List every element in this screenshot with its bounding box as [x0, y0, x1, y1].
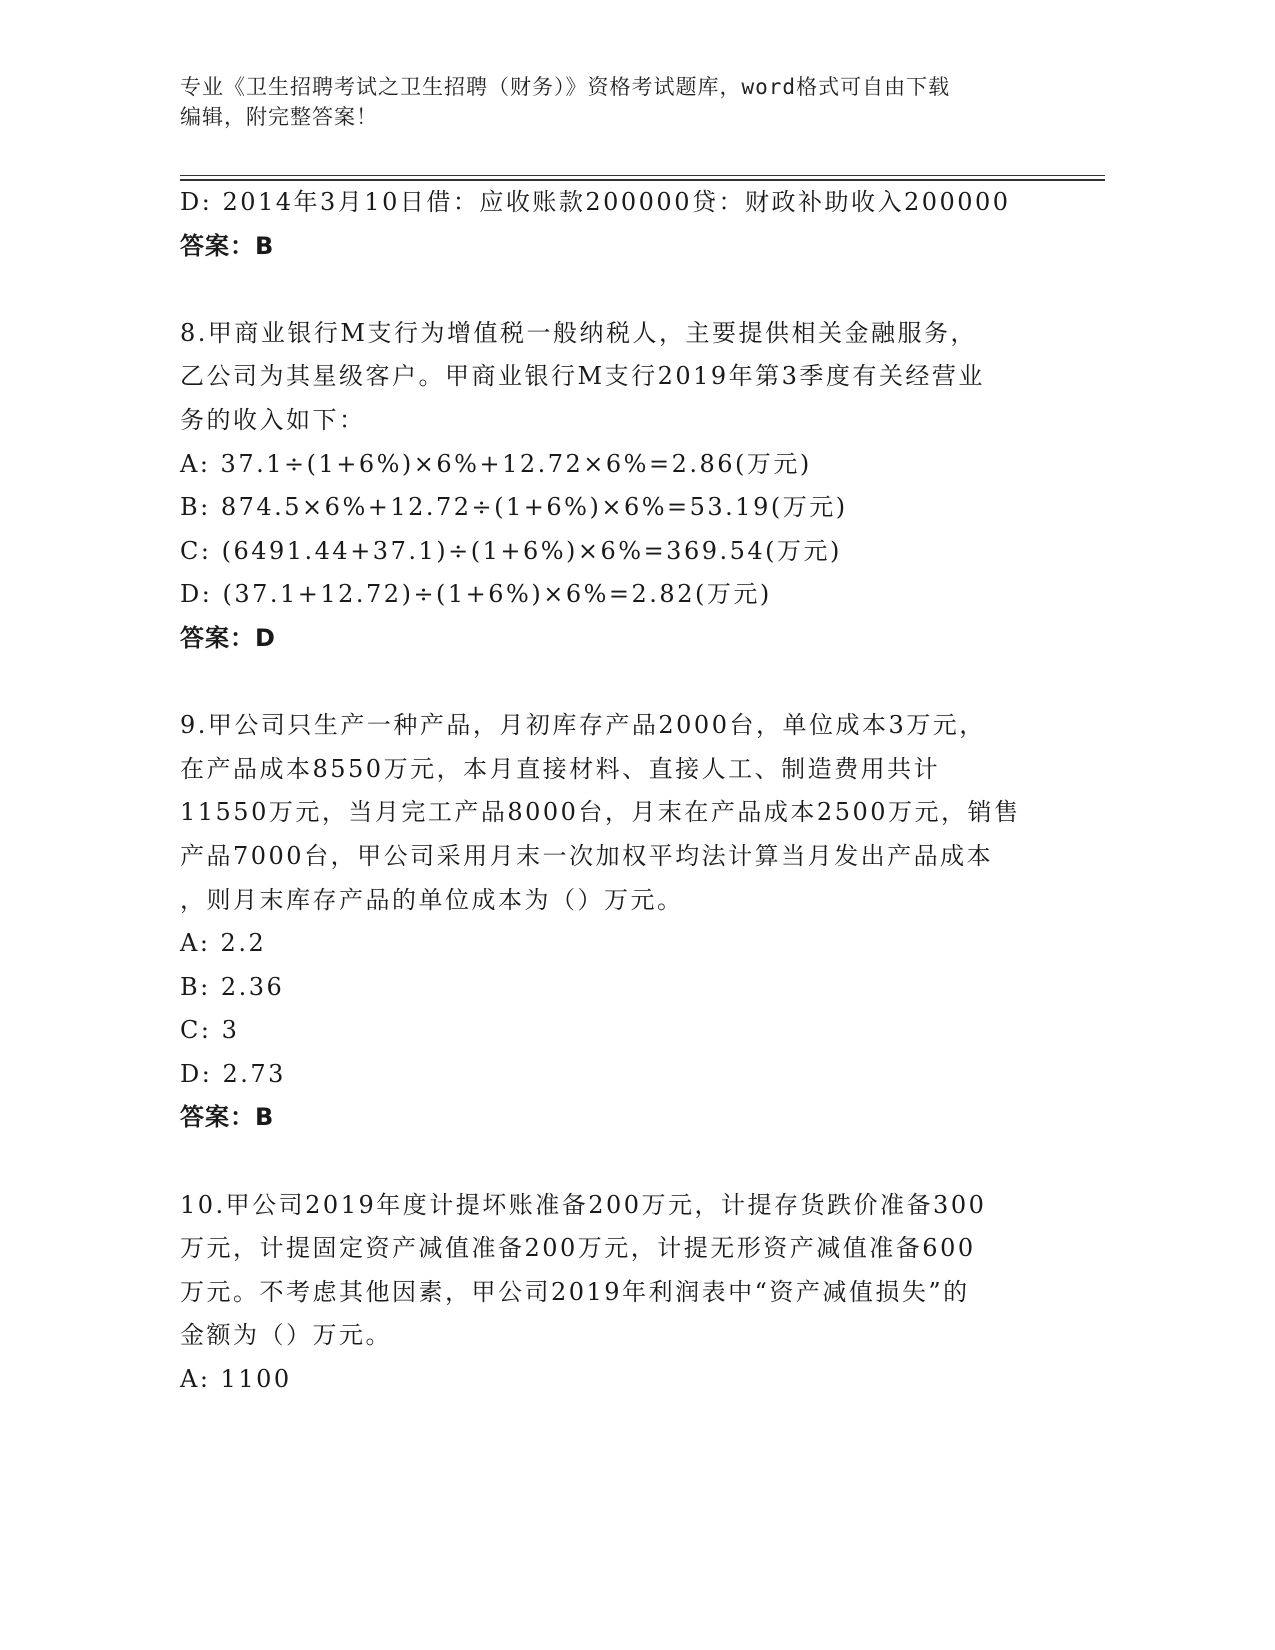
answer-line: 答案：B	[180, 231, 275, 260]
option-d: D: (37.1+12.72)÷(1+6%)×6%=2.82(万元)	[180, 580, 772, 609]
option-a: A: 37.1÷(1+6%)×6%+12.72×6%=2.86(万元)	[180, 449, 812, 478]
question-10	[180, 1184, 1060, 1402]
option-d: D: 2014年3月10日借：应收账款200000贷：财政补助收入200000	[180, 188, 1011, 216]
option-d: D: 2.73	[180, 1059, 286, 1088]
answer-line: 答案：D	[180, 623, 276, 652]
option-a: A: 1100	[180, 1365, 292, 1394]
question-stem-line: 金额为（）万元。	[180, 1321, 392, 1350]
question-stem-line: 乙公司为其星级客户。甲商业银行M支行2019年第3季度有关经营业	[180, 362, 985, 391]
question-stem-line: 9.甲公司只生产一种产品，月初库存产品2000台，单位成本3万元，	[180, 711, 986, 740]
answer-line: 答案：B	[180, 1103, 275, 1132]
question-stem-line: 11550万元，当月完工产品8000台，月末在产品成本2500万元，销售	[180, 798, 1021, 827]
header-line: 编辑，附完整答案！	[180, 105, 378, 129]
option-c: C: 3	[180, 1016, 240, 1045]
previous-question-tail	[180, 181, 1060, 268]
option-a: A: 2.2	[180, 929, 267, 958]
question-9	[180, 704, 1060, 1140]
question-stem-line: 在产品成本8550万元，本月直接材料、直接人工、制造费用共计	[180, 754, 941, 783]
question-stem-line: 万元，计提固定资产减值准备200万元，计提无形资产减值准备600	[180, 1234, 976, 1263]
question-stem-line: 务的收入如下：	[180, 405, 366, 434]
question-stem-line: 10.甲公司2019年度计提坏账准备200万元，计提存货跌价准备300	[180, 1190, 987, 1219]
question-8	[180, 312, 1060, 661]
option-b: B: 2.36	[180, 972, 285, 1001]
header-line: 专业《卫生招聘考试之卫生招聘（财务）》资格考试题库，word格式可自由下载	[180, 75, 951, 99]
question-stem-line: 万元。不考虑其他因素，甲公司2019年利润表中“资产减值损失”的	[180, 1277, 970, 1306]
question-list	[180, 181, 1060, 1402]
document-header	[180, 72, 1050, 132]
question-stem-line: ，则月末库存产品的单位成本为（）万元。	[180, 885, 684, 914]
option-c: C: (6491.44+37.1)÷(1+6%)×6%=369.54(万元)	[180, 536, 842, 565]
option-b: B: 874.5×6%+12.72÷(1+6%)×6%=53.19(万元)	[180, 493, 848, 522]
question-stem-line: 产品7000台，甲公司采用月末一次加权平均法计算当月发出产品成本	[180, 841, 994, 870]
question-stem-line: 8.甲商业银行M支行为增值税一般纳税人，主要提供相关金融服务，	[180, 318, 977, 347]
